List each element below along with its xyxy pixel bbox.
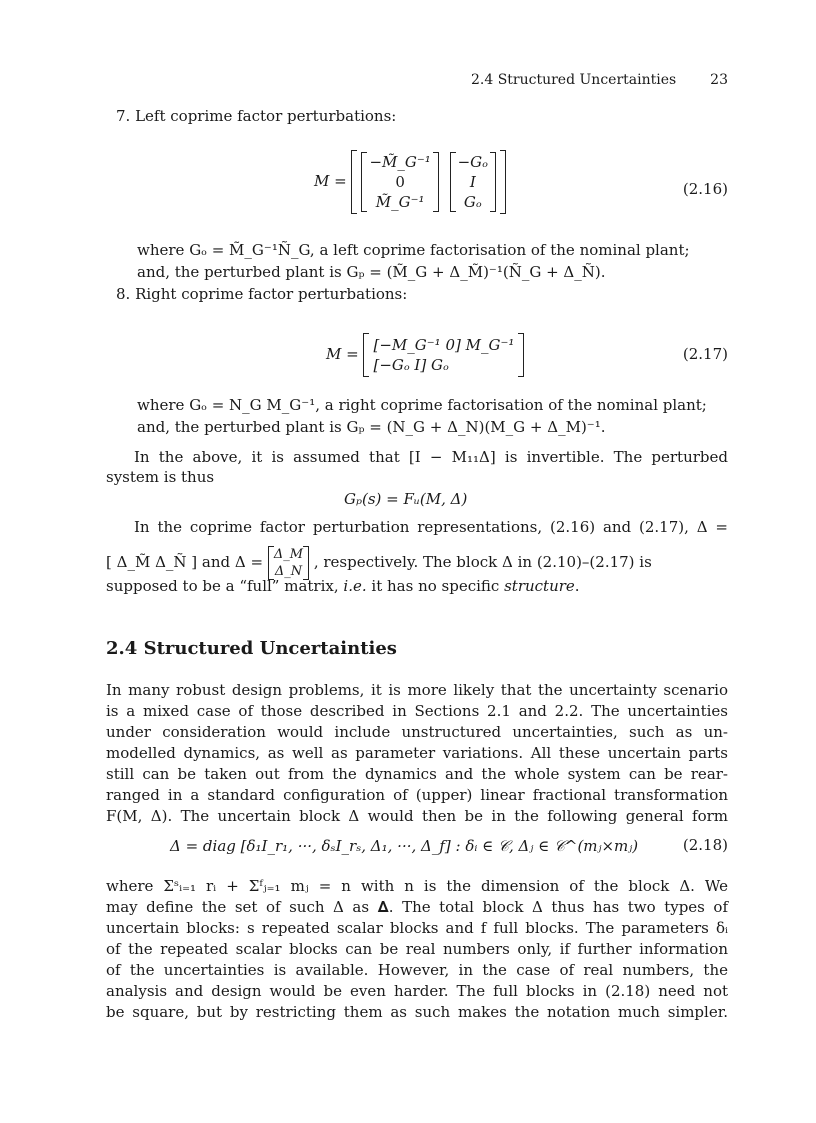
eq216-col2 <box>450 152 496 212</box>
eq217-row1: [−M_G⁻¹ 0] M_G⁻¹ <box>373 336 515 354</box>
eq216-col2-r2: I <box>469 173 476 191</box>
item-8-where-line-1: where Gₒ = N_G M_G⁻¹, a right coprime factorisation of the nominal plant; <box>137 396 707 414</box>
running-header <box>106 72 728 88</box>
eq216-lhs: M = <box>314 172 347 190</box>
eq217-row2: [−Gₒ I] Gₒ <box>373 356 449 374</box>
equation-gp: Gₚ(s) = Fᵤ(M, Δ) <box>344 490 468 508</box>
eq218-number: (2.18) <box>682 836 728 854</box>
section-body-line: where Σˢᵢ₌₁ rᵢ + Σᶠⱼ₌₁ mⱼ = n with n is the dimension of the block Δ. We <box>106 877 728 895</box>
eq216-col1-r2: 0 <box>395 173 405 191</box>
item-8-where-line-2: and, the perturbed plant is Gₚ = (N_G + Δ_N)(M_G + Δ_M)⁻¹. <box>137 418 606 436</box>
eq216-col2-r1: −Gₒ <box>457 153 488 171</box>
section-body-line: In many robust design problems, it is more likely that the uncertainty scenario <box>106 681 728 699</box>
eq217-number: (2.17) <box>682 345 728 363</box>
section-body-line: uncertain blocks: s repeated scalar blocks and f full blocks. The parameters δᵢ <box>106 919 728 937</box>
section-body-line: is a mixed case of those described in Sections 2.1 and 2.2. The uncertainties <box>106 702 728 720</box>
p2-inline-col-r2: Δ_N <box>274 564 303 579</box>
equation-2-18: Δ = diag [δ₁I_r₁, ···, δₛI_rₛ, Δ₁, ···, Δ_f] : δᵢ ∈ 𝒞, Δⱼ ∈ 𝒞^(mⱼ×mⱼ) <box>170 837 639 855</box>
item-8-heading: 8. Right coprime factor perturbations: <box>116 285 408 303</box>
eq216-col1-r1: −M̃_G⁻¹ <box>369 153 431 171</box>
p2-l2-part-a: [ Δ_M̃ Δ_Ñ ] and Δ = <box>106 553 264 571</box>
item-7-heading: 7. Left coprime factor perturbations: <box>116 107 397 125</box>
section-heading: 2.4 Structured Uncertainties <box>106 638 397 659</box>
eq217-matrix <box>363 333 524 377</box>
eq216-outer-matrix <box>351 150 505 214</box>
p2-inline-column <box>268 546 309 580</box>
p2-l3-a: supposed to be a “full” matrix, <box>106 577 339 595</box>
p2-inline-col-r1: Δ_M <box>273 547 304 562</box>
section-body-line: of the repeated scalar blocks can be real numbers only, if further information <box>106 940 728 958</box>
section-body-paragraph-2 <box>106 876 728 1023</box>
section-body-final-line: be square, but by restricting them as such makes the notation much simpler. <box>106 1003 728 1021</box>
equation-2-16 <box>314 150 506 214</box>
p2-l3-end: . <box>574 577 580 595</box>
section-body-line: of the uncertainties is available. However, in the case of real numbers, the <box>106 961 728 979</box>
equation-2-17 <box>326 333 524 377</box>
eq216-col1-r3: M̃_G⁻¹ <box>375 193 425 211</box>
page-number: 23 <box>710 72 728 88</box>
item-7-where-line-1: where Gₒ = M̃_G⁻¹Ñ_G, a left coprime factorisation of the nominal plant; <box>137 241 690 259</box>
eq217-lhs: M = <box>326 345 359 363</box>
eq216-number: (2.16) <box>682 180 728 198</box>
paragraph-1-line-2: system is thus <box>106 468 215 486</box>
section-body-line: may define the set of such Δ as 𝚫. The total block Δ thus has two types of <box>106 898 728 916</box>
section-body-paragraph-1 <box>106 680 728 827</box>
eq216-col2-r3: Gₒ <box>463 193 482 211</box>
section-body-line: under consideration would include unstructured uncertainties, such as un- <box>106 723 728 741</box>
paragraph-1-line-1: In the above, it is assumed that [I − M₁₁Δ] is invertible. The perturbed <box>134 448 728 466</box>
p2-l3-b: it has no specific <box>371 577 500 595</box>
item-7-where-line-2: and, the perturbed plant is Gₚ = (M̃_G + Δ_M̃)⁻¹(Ñ_G + Δ_Ñ). <box>137 263 606 281</box>
eq216-col1 <box>361 152 438 212</box>
header-section-title: 2.4 Structured Uncertainties <box>470 72 677 88</box>
section-body-line: still can be taken out from the dynamics and the whole system can be rear- <box>106 765 728 783</box>
section-body-line: modelled dynamics, as well as parameter variations. All these uncertain parts <box>106 744 728 762</box>
paragraph-2-line-1: In the coprime factor perturbation representations, (2.16) and (2.17), Δ = <box>134 518 728 536</box>
paragraph-2-line-3 <box>106 576 580 597</box>
section-body-line: analysis and design would be even harder. The full blocks in (2.18) need not <box>106 982 728 1000</box>
p2-l3-ie: i.e. <box>343 577 367 595</box>
section-body-line-last: F(M, Δ). The uncertain block Δ would then be in the following general form <box>106 807 728 825</box>
p2-l3-structure: structure <box>504 577 575 595</box>
section-body-line: ranged in a standard configuration of (upper) linear fractional transformation <box>106 786 728 804</box>
paragraph-2-line-2 <box>106 546 728 580</box>
p2-l2-part-b: , respectively. The block Δ in (2.10)–(2.17) is <box>313 553 652 571</box>
